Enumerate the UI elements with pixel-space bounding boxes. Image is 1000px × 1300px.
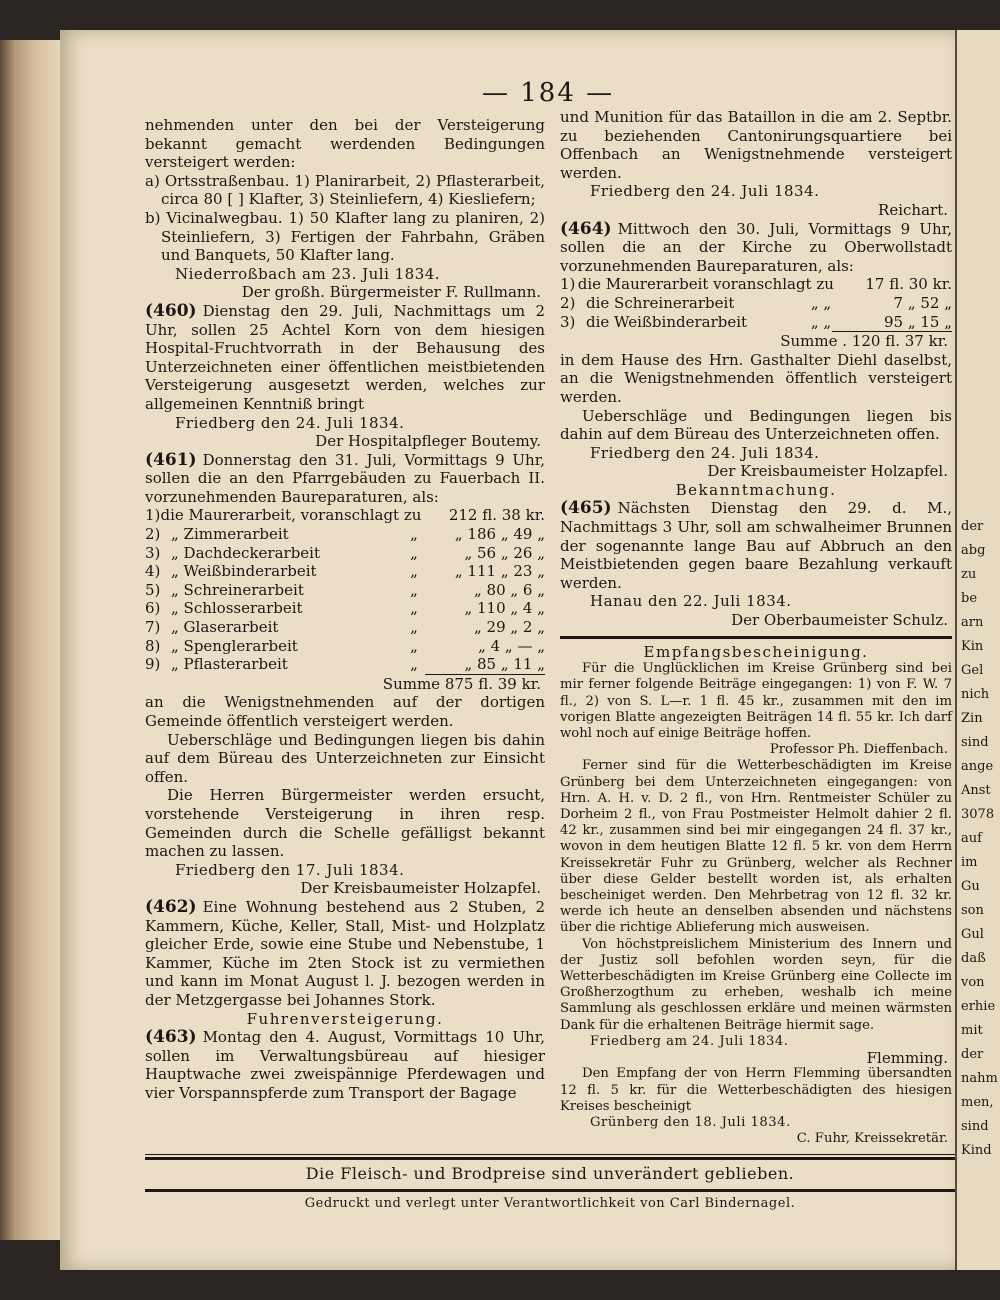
notice-number: (460)	[145, 300, 197, 321]
notice-text: Montag den 4. August, Vormittags 10 Uhr, sollen im Verwaltungsbüreau auf hiesiger Hauptwache zwei zweispännige Pferdewagen und vier Vorspannspferde zum Transport der Bagage	[145, 1028, 545, 1102]
price-notice: Die Fleisch- und Brodpreise sind unverändert geblieben.	[305, 1164, 795, 1183]
adjacent-page-word: abg	[961, 543, 986, 558]
adjacent-page-word: arn	[961, 615, 984, 630]
ditto-mark: „	[410, 618, 418, 637]
signature: Der Kreisbaumeister Holzapfel.	[707, 462, 948, 481]
item-amount: „ 56 „ 26 „	[464, 543, 545, 562]
notice-text: Ueberschläge und Bedingungen liegen bis dahin auf dem Büreau des Unterzeichneten offen.	[560, 406, 952, 444]
footer-rule	[145, 1189, 955, 1192]
notice-text: Mittwoch den 30. Juli, Vormittags 9 Uhr, sollen die an der Kirche zu Oberwollstadt vorzunehmenden Baureparaturen, als:	[560, 219, 952, 275]
adjacent-page-fragment	[955, 30, 1000, 1270]
ditto-mark: „	[410, 636, 418, 655]
ditto-mark: „	[410, 525, 418, 544]
left-column	[145, 116, 545, 1102]
ditto-mark	[834, 275, 865, 294]
cost-row	[560, 294, 952, 313]
imprint: Gedruckt und verlegt unter Verantwortlichkeit von Carl Bindernagel.	[304, 1196, 796, 1211]
adjacent-page-word: sind	[961, 1119, 989, 1134]
ditto-mark: „	[410, 655, 418, 674]
notice-461	[145, 451, 545, 507]
adjacent-page-word: Zin	[961, 711, 983, 726]
footer	[145, 1152, 955, 1211]
dateline: Grünberg den 18. Juli 1834.	[590, 1114, 791, 1130]
receipt-text: Den Empfang der von Herrn Flemming übersandten 12 fl. 5 kr. für die Wetterbeschädigten des hiesigen Kreises bescheinigt	[560, 1066, 952, 1114]
signature: Der Kreisbaumeister Holzapfel.	[300, 879, 541, 898]
item-number: 8)	[145, 636, 161, 655]
notice-number: (463)	[145, 1027, 197, 1048]
signature: Der Hospitalpfleger Boutemy.	[315, 432, 541, 451]
footer-rule	[145, 1157, 955, 1160]
adjacent-page-word: Gu	[961, 879, 980, 894]
item-amount: 212 fl. 38 kr.	[448, 506, 545, 525]
dateline: Friedberg den 24. Juli 1834.	[590, 182, 820, 201]
sum-total: Summe 875 fl. 39 kr.	[382, 674, 541, 693]
item-a: a) Ortsstraßenbau. 1) Planirarbeit, 2) Pflasterarbeit, circa 80 [ ] Klafter, 3) Steinliefern, 4) Kiesliefern;	[145, 171, 545, 209]
ditto-mark: „ „	[810, 312, 832, 331]
notice-text: und Munition für das Bataillon in die am 2. Septbr. zu beziehenden Cantonirungsquartiere bei Offenbach an Wenigstnehmende versteigert werden.	[560, 108, 952, 182]
right-column	[560, 108, 952, 1147]
section-divider	[560, 636, 952, 639]
item-amount: „ 80 „ 6 „	[473, 580, 545, 599]
signature: Professor Ph. Dieffenbach.	[769, 742, 948, 758]
ditto-mark: „	[410, 580, 418, 599]
notice-number: (465)	[560, 498, 612, 519]
signature: Reichart.	[878, 200, 948, 219]
notice-text: Dienstag den 29. Juli, Nachmittags um 2 Uhr, sollen 25 Achtel Korn von dem hiesigen Hospital-Fruchtvorrath in der Behausung des Unterzeichneten einer öffentlichen meistbietenden Versteigerung ausgesetzt werden, welches zur allgemeinen Kenntniß bringt	[145, 301, 545, 413]
ditto-mark: „ „	[810, 293, 832, 312]
item-amount: 95 „ 15 „	[883, 312, 952, 331]
item-label: „ Zimmerarbeit	[171, 525, 289, 544]
item-amount: „ 85 „ 11 „	[464, 655, 545, 674]
cost-row	[560, 275, 952, 294]
cost-row	[145, 525, 545, 544]
cost-row	[145, 637, 545, 656]
notice-text: in dem Hause des Hrn. Gasthalter Diehl daselbst, an die Wenigstnehmenden öffentlich versteigert werden.	[560, 350, 952, 406]
signature: Der großh. Bürgermeister F. Rullmann.	[241, 283, 541, 302]
item-number: 5)	[145, 580, 161, 599]
notice-text: Die Herren Bürgermeister werden ersucht, vorstehende Versteigerung in ihren resp. Gemeinden durch die Schelle gefälligst bekannt machen zu lassen.	[145, 786, 545, 861]
item-amount: „ 110 „ 4 „	[464, 599, 545, 618]
adjacent-page-word: auf	[961, 831, 982, 846]
receipt-text: Von höchstpreislichem Ministerium des Innern und der Justiz soll befohlen worden seyn, für die Wetterbeschädigten im Kreise Grünberg eine Collecte im Großherzogthum zu erheben, weshalb ich meine Sammlung als geschlossen erkläre und meinen wärmsten Dank für die erhaltenen Beiträge hiermit sage.	[560, 936, 952, 1033]
adjacent-page-word: Kind	[961, 1143, 992, 1158]
sum-total: Summe . 120 fl. 37 kr.	[780, 332, 948, 351]
adjacent-page-word: nich	[961, 687, 990, 702]
receipt-text: Für die Unglücklichen im Kreise Grünberg sind bei mir ferner folgende Beiträge eingegangen: 1) von F. W. 7 fl., 2) von S. L—r. 1 fl. 45 kr., zusammen mit den im vorigen Blatte angezeigten Beiträgen 14 fl. 55 kr. Ich darf wohl noch auf einige Beiträge hoffen.	[560, 661, 952, 742]
dateline: Niederroßbach am 23. Juli 1834.	[175, 264, 441, 283]
adjacent-page-word: Kin	[961, 639, 984, 654]
adjacent-page-word: Anst	[961, 783, 991, 798]
cost-row	[145, 618, 545, 637]
receipt-section	[560, 661, 952, 1147]
cost-table-461	[145, 506, 545, 673]
page-number: — 184 —	[482, 78, 615, 108]
notice-462	[145, 898, 545, 1010]
item-label: „ Spenglerarbeit	[171, 636, 298, 655]
item-amount: „ 186 „ 49 „	[454, 525, 545, 544]
cost-row	[560, 313, 952, 332]
item-amount: 17 fl. 30 kr.	[865, 275, 952, 294]
ditto-mark: „	[410, 599, 418, 618]
item-number: 9)	[145, 655, 161, 674]
item-number: 1)	[560, 275, 576, 294]
notice-464	[560, 220, 952, 276]
cost-row	[145, 506, 545, 525]
item-number: 7)	[145, 618, 161, 637]
notice-463	[145, 1028, 545, 1102]
adjacent-page-word: im	[961, 855, 978, 870]
adjacent-page-word: nahm	[961, 1071, 998, 1086]
ditto-mark	[421, 506, 448, 525]
adjacent-page-word: 3078	[961, 807, 995, 822]
item-amount: „ 4 „ — „	[478, 636, 545, 655]
adjacent-page-word: zu	[961, 567, 977, 582]
notice-number: (461)	[145, 449, 197, 470]
cost-row	[145, 655, 545, 674]
adjacent-page-word: Gel	[961, 663, 984, 678]
item-label: die Maurerarbeit voranschlagt zu	[577, 275, 834, 294]
section-heading: Empfangsbescheinigung.	[643, 642, 869, 661]
item-label: „ Glaserarbeit	[171, 618, 279, 637]
notice-number: (464)	[560, 218, 612, 239]
dateline: Friedberg den 24. Juli 1834.	[175, 413, 405, 432]
signature: C. Fuhr, Kreissekretär.	[796, 1131, 948, 1147]
item-number: 4)	[145, 562, 161, 581]
notice-text: Ueberschläge und Bedingungen liegen bis dahin auf dem Büreau des Unterzeichneten zur Einsicht offen.	[145, 730, 545, 786]
item-label: „ Pflasterarbeit	[171, 655, 288, 674]
cost-row	[145, 599, 545, 618]
item-label: „ Schlosserarbeit	[171, 599, 303, 618]
cost-row	[145, 581, 545, 600]
adjacent-page-word: men,	[961, 1095, 994, 1110]
intro-text: nehmenden unter den bei der Versteigerung bekannt gemacht werdenden Bedingungen versteigert werden:	[145, 116, 545, 172]
item-b: b) Vicinalwegbau. 1) 50 Klafter lang zu planiren, 2) Steinliefern, 3) Fertigen der Fahrbahn, Gräben und Banquets, 50 Klafter lang.	[145, 208, 545, 265]
signature: Flemming.	[866, 1049, 948, 1068]
section-heading: Bekanntmachung.	[675, 480, 837, 499]
item-number: 2)	[560, 293, 576, 312]
item-label: „ Weißbinderarbeit	[171, 562, 317, 581]
item-amount: 7 „ 52 „	[893, 293, 952, 312]
adjacent-page-word: der	[961, 519, 984, 534]
adjacent-page-word: erhie	[961, 999, 996, 1014]
adjacent-page-word: sind	[961, 735, 989, 750]
adjacent-page-word: son	[961, 903, 984, 918]
item-number: 2)	[145, 525, 161, 544]
item-amount: „ 111 „ 23 „	[454, 562, 545, 581]
item-amount: „ 29 „ 2 „	[473, 618, 545, 637]
adjacent-page-word: mit	[961, 1023, 983, 1038]
notice-460	[145, 302, 545, 414]
notice-text: Eine Wohnung bestehend aus 2 Stuben, 2 Kammern, Küche, Keller, Stall, Mist- und Holzplatz gleicher Erde, sowie eine Stube und Nebenstube, 1 Kammer, Küche im 2ten Stock ist zu vermiethen und kann im Monat August l. J. bezogen werden in der Metzgergasse bei Johannes Stork.	[145, 897, 545, 1009]
notice-465	[560, 499, 952, 592]
adjacent-page-word: daß	[961, 951, 986, 966]
item-label: „ Dachdeckerarbeit	[171, 543, 321, 562]
item-number: 6)	[145, 599, 161, 618]
adjacent-page-word: der	[961, 1047, 984, 1062]
item-number: 3)	[145, 543, 161, 562]
notice-text: an die Wenigstnehmenden auf der dortigen Gemeinde öffentlich versteigert werden.	[145, 693, 545, 730]
notice-text: Nächsten Dienstag den 29. d. M., Nachmittags 3 Uhr, soll am schwalheimer Brunnen der sogenannte lange Bau auf Abbruch an den Meistbietenden gegen baare Bezahlung verkauft werden.	[560, 499, 952, 592]
signature: Der Oberbaumeister Schulz.	[731, 611, 948, 630]
cost-row	[145, 562, 545, 581]
item-label: die Weißbinderarbeit	[586, 312, 748, 331]
adjacent-page-word: ange	[961, 759, 994, 774]
dateline: Hanau den 22. Juli 1834.	[590, 592, 792, 611]
item-label: die Maurerarbeit, voranschlagt zu	[160, 506, 422, 525]
section-heading: Fuhrenversteigerung.	[246, 1009, 444, 1028]
cost-row	[145, 544, 545, 563]
item-number: 1)	[145, 506, 161, 525]
notice-number: (462)	[145, 896, 197, 917]
adjacent-page-word: be	[961, 591, 978, 606]
notice-text: Donnerstag den 31. Juli, Vormittags 9 Uhr, sollen die an den Pfarrgebäuden zu Fauerbach II. vorzunehmenden Baureparaturen, als:	[145, 450, 545, 506]
book-page-edges	[0, 40, 60, 1240]
ditto-mark: „	[410, 562, 418, 581]
item-label: „ Schreinerarbeit	[171, 580, 304, 599]
dateline: Friedberg den 24. Juli 1834.	[590, 443, 820, 462]
receipt-text: Ferner sind für die Wetterbeschädigten im Kreise Grünberg bei dem Unterzeichneten eingegangen: von Hrn. A. H. v. D. 2 fl., von Hrn. Rentmeister Schüler zu Dorheim 2 fl., von Frau Postmeister Helmolt dahier 2 fl. 42 kr., zusammen sind bei mir eingegangen 24 fl. 37 kr., wovon in dem heutigen Blatte 12 fl. 5 kr. von dem Herrn Kreissekretär Fuhr zu Grünberg, welcher als Rechner über diese Gelder bestellt worden ist, als erhalten bescheiniget werden. Den Mehrbetrag von 12 fl. 32 kr. werde ich heute an denselben absenden und nächstens über die richtige Ablieferung mich ausweisen.	[560, 758, 952, 936]
adjacent-page-word: von	[961, 975, 985, 990]
ditto-mark: „	[410, 543, 418, 562]
adjacent-page-word: Gul	[961, 927, 984, 942]
item-number: 3)	[560, 312, 576, 331]
dateline: Friedberg den 17. Juli 1834.	[175, 860, 405, 879]
footer-rule	[145, 1154, 955, 1155]
dateline: Friedberg am 24. Juli 1834.	[590, 1033, 789, 1049]
cost-table-464	[560, 275, 952, 331]
item-label: die Schreinerarbeit	[586, 293, 735, 312]
